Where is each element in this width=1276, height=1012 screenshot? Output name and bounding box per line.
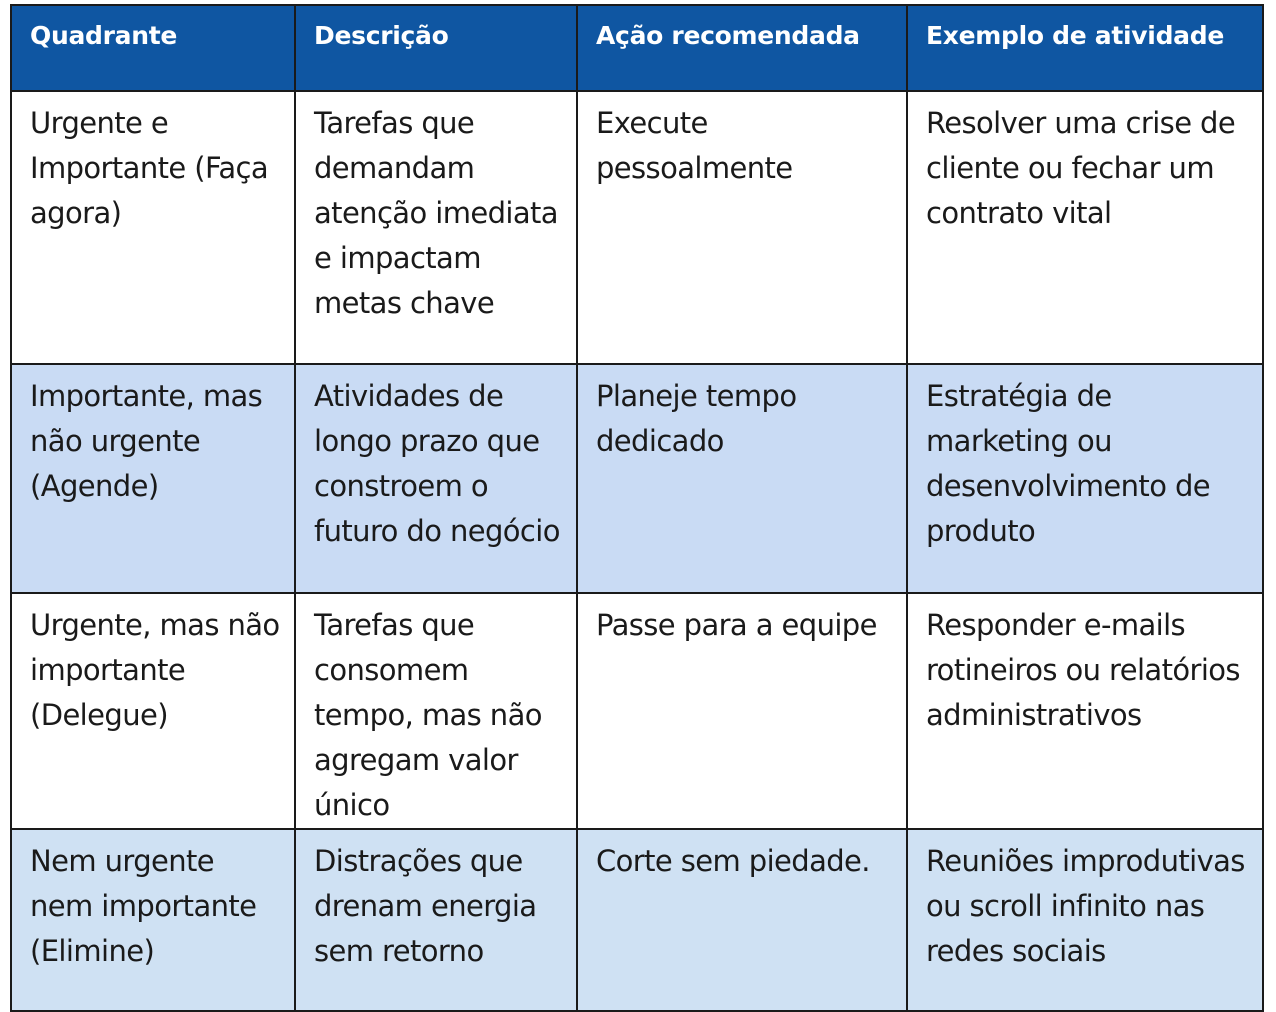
- table-row: [11, 829, 1263, 1011]
- cell-text: Resolver uma crise de cliente ou fechar um contrato vital: [926, 106, 1236, 230]
- cell-text: Responder e-mails rotineiros ou relatórios administrativos: [926, 608, 1240, 732]
- cell-quadrant: [11, 364, 295, 593]
- cell-text: Tarefas que demandam atenção imediata e impactam metas chave: [314, 106, 558, 320]
- cell-text: Planeje tempo dedicado: [596, 379, 797, 458]
- header-example: Exemplo de atividade: [907, 5, 1263, 91]
- header-description: Descrição: [295, 5, 577, 91]
- cell-action: [577, 364, 907, 593]
- cell-text: Importante, mas não urgente (Agende): [30, 379, 263, 503]
- header-action: Ação recomendada: [577, 5, 907, 91]
- cell-description: [295, 593, 577, 829]
- cell-description: [295, 91, 577, 364]
- cell-text: Nem urgente nem importante (Elimine): [30, 844, 257, 968]
- cell-action: [577, 829, 907, 1011]
- header-quadrant: Quadrante: [11, 5, 295, 91]
- cell-quadrant: [11, 829, 295, 1011]
- cell-text: Reuniões improdutivas ou scroll infinito nas redes sociais: [926, 844, 1245, 968]
- cell-text: Passe para a equipe: [596, 608, 877, 642]
- eisenhower-matrix-table: [10, 4, 1264, 1012]
- cell-description: [295, 364, 577, 593]
- eisenhower-table-container: [10, 4, 1262, 1012]
- cell-text: Urgente, mas não importante (Delegue): [30, 608, 280, 732]
- cell-example: [907, 829, 1263, 1011]
- table-row: [11, 364, 1263, 593]
- cell-text: Urgente e Importante (Faça agora): [30, 106, 269, 230]
- header-row: [11, 5, 1263, 91]
- cell-text: Execute pessoalmente: [596, 106, 793, 185]
- table-body: [11, 91, 1263, 1011]
- cell-text: Corte sem piedade.: [596, 844, 870, 878]
- table-row: [11, 593, 1263, 829]
- cell-quadrant: [11, 593, 295, 829]
- cell-example: [907, 364, 1263, 593]
- cell-quadrant: [11, 91, 295, 364]
- cell-description: [295, 829, 577, 1011]
- cell-action: [577, 593, 907, 829]
- cell-action: [577, 91, 907, 364]
- cell-example: [907, 91, 1263, 364]
- cell-text: Tarefas que consomem tempo, mas não agregam valor único: [314, 608, 542, 822]
- table-header: [11, 5, 1263, 91]
- cell-text: Distrações que drenam energia sem retorno: [314, 844, 537, 968]
- cell-example: [907, 593, 1263, 829]
- table-row: [11, 91, 1263, 364]
- cell-text: Atividades de longo prazo que constroem o futuro do negócio: [314, 379, 560, 548]
- cell-text: Estratégia de marketing ou desenvolvimento de produto: [926, 379, 1211, 548]
